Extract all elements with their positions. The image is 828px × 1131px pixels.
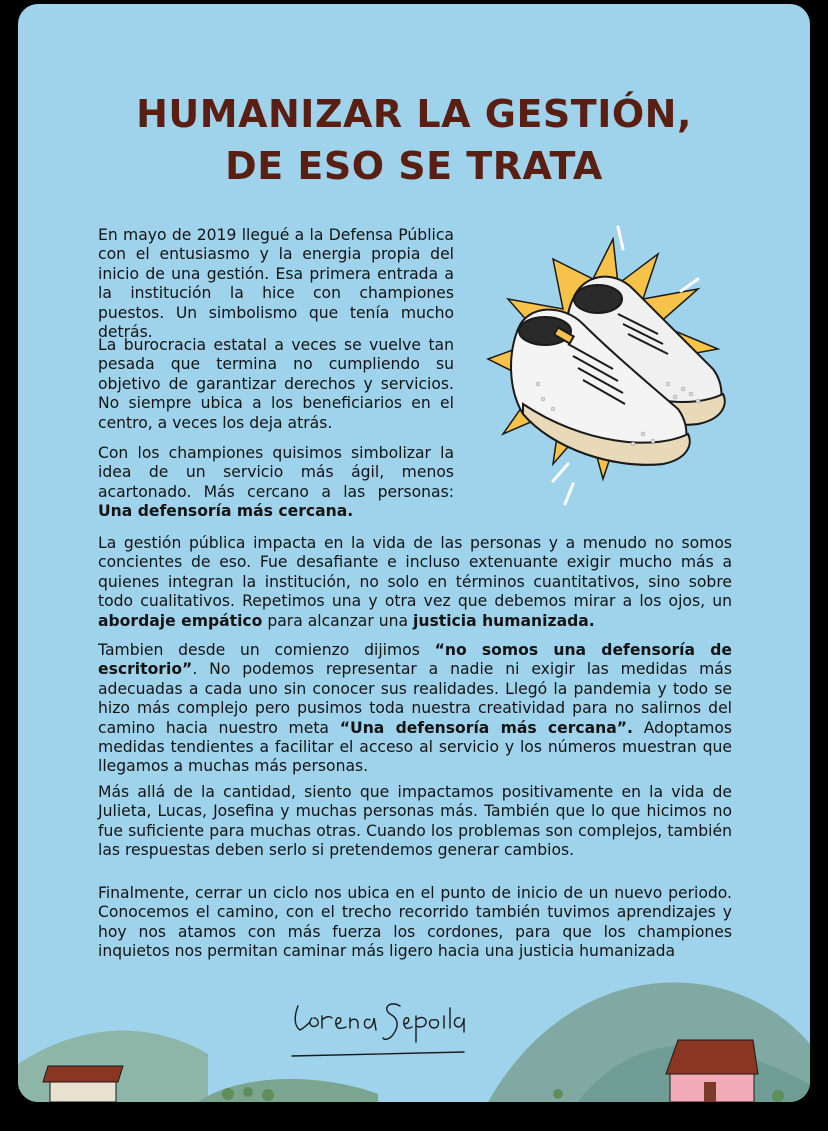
house-right (666, 1040, 758, 1102)
paragraph-1: En mayo de 2019 llegué a la Defensa Pública con el entusiasmo y la energia propia del inicio de una gestión. Esa primera entrada a la institución la hice con championes puestos. Un simbolismo que tenía mucho detrás. (98, 226, 454, 342)
house-left (43, 1066, 123, 1102)
poster (18, 4, 810, 1102)
paragraph-4 (98, 534, 732, 631)
paragraph-6: Más allá de la cantidad, siento que impactamos positivamente en la vida de Julieta, Lucas, Josefina y muchas personas más. También que lo que hicimos no fue suficiente para muchas otras. Cuando los problemas son complejos, también las respuestas deben serlo si pretendemos generar cambios. (98, 783, 732, 860)
title-line-2: DE ESO SE TRATA (225, 144, 603, 188)
paragraph-4-bold-2: justicia humanizada. (413, 611, 595, 630)
paragraph-3 (98, 444, 454, 522)
paragraph-5-bold-1: “no somos una defensoría de escritorio” (98, 641, 733, 679)
paragraph-3-bold: Una defensoría más cercana. (98, 502, 354, 521)
paragraph-4-bold-1: abordaje empático (98, 611, 263, 630)
paragraph-4-text-2: para alcanzar una (262, 611, 414, 630)
paragraph-7: Finalmente, cerrar un ciclo nos ubica en el punto de inicio de un nuevo periodo. Conocemos el camino, con el trecho recorrido también tuvimos aprendizajes y hoy nos atamos con más fuerza los cordones, para que los championes inquietos nos permitan caminar más ligero hacia una justicia humanizada (98, 884, 732, 961)
title-line-1: HUMANIZAR LA GESTIÓN, (136, 92, 692, 136)
signature (288, 994, 468, 1064)
paragraph-2: La burocracia estatal a veces se vuelve tan pesada que termina no cumpliendo su objetivo de garantizar derechos y servicios. No siempre ubica a los beneficiarios en el centro, a veces los deja atrás. (98, 336, 454, 432)
page-title (18, 88, 810, 192)
paragraph-5-bold-2: “Una defensoría más cercana”. (339, 718, 633, 737)
paragraph-4-text: La gestión pública impacta en la vida de las personas y a menudo no somos concientes de eso. Fue desafiante e incluso extenuante exigir mucho más a quienes integran la institución, no solo en términos cuantitativos, sino sobre todo cualitativos. Repetimos una y otra vez que debemos mirar a los ojos, un (98, 534, 732, 611)
paragraph-5-text-3: Adoptamos medidas tendientes a facilitar el acceso al servicio y los números muestran que llegamos a muchas más personas. (98, 718, 733, 776)
paragraph-3-text: Con los championes quisimos simbolizar la idea de un servicio más ágil, menos acartonado. Más cercano a las personas: (98, 444, 454, 501)
paragraph-5 (98, 641, 732, 777)
paragraph-5-text-2: . No podemos representar a nadie ni exigir las medidas más adecuadas a cada uno sin conocer sus realidades. Llegó la pandemia y todo se hizo más complejo pero pusimos toda nuestra creatividad para no salirnos del camino hacia nuestro meta (98, 660, 732, 737)
paragraph-5-text: Tambien desde un comienzo dijimos (98, 641, 435, 659)
sneakers-illustration (483, 219, 733, 509)
